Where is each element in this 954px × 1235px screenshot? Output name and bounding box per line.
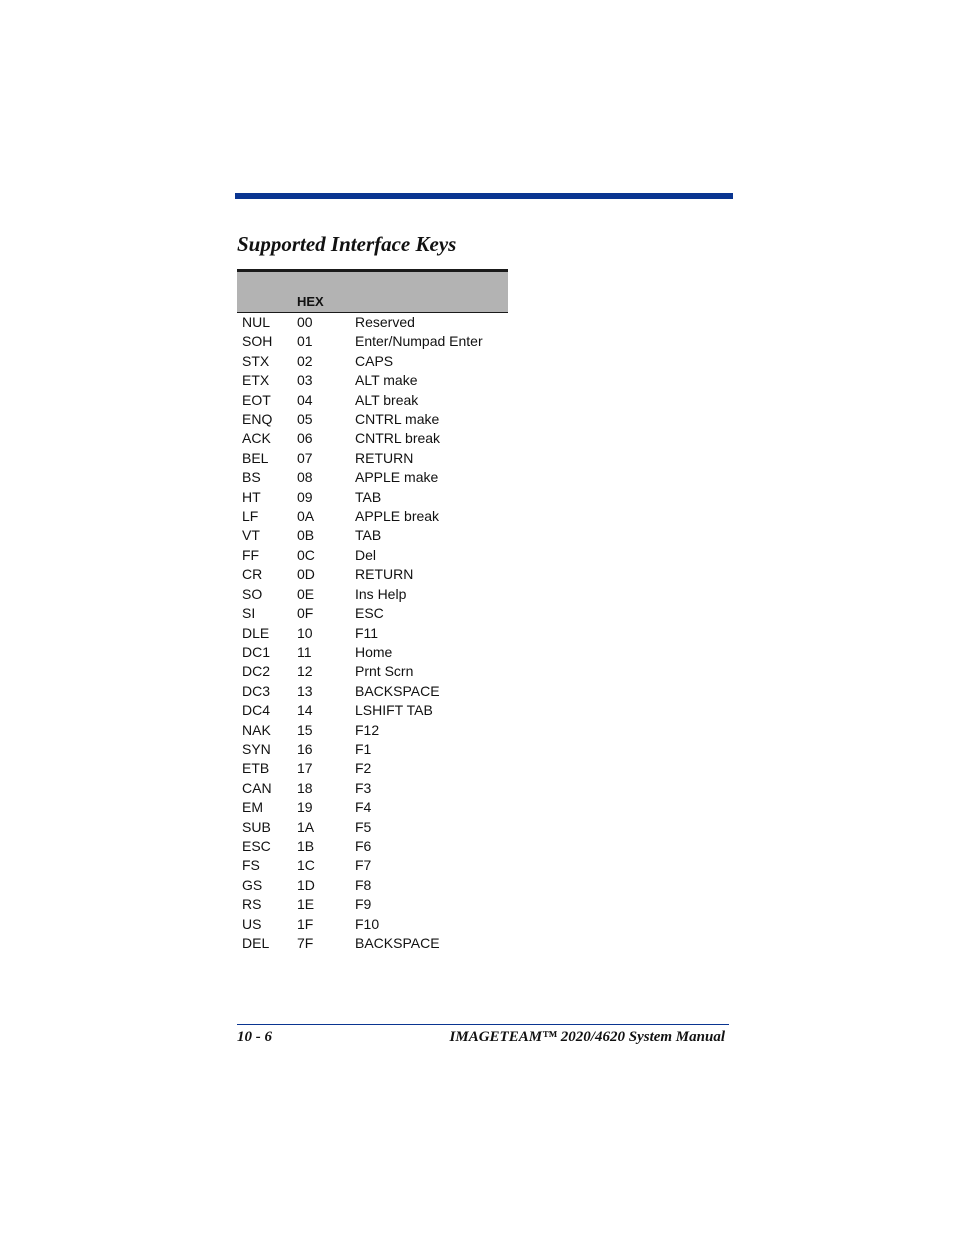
cell-ascii-code: LF [242,508,259,525]
cell-key-function: ESC [355,605,384,622]
cell-key-function: F1 [355,740,372,757]
footer-manual-title: IMAGETEAM™ 2020/4620 System Manual [449,1029,725,1045]
table-row [237,371,508,390]
cell-hex-value: 01 [297,333,313,350]
table-row [237,391,508,410]
table-row [237,876,508,895]
cell-hex-value: 06 [297,430,313,447]
cell-ascii-code: DC4 [242,702,271,719]
table-row [237,429,508,448]
cell-ascii-code: SYN [242,740,271,757]
cell-key-function: APPLE make [355,469,439,486]
table-row [237,449,508,468]
cell-hex-value: 00 [297,314,313,330]
cell-key-function: ALT make [355,372,418,389]
cell-hex-value: 16 [297,740,313,757]
cell-ascii-code: ENQ [242,411,273,428]
table-row [237,468,508,487]
table-row [237,585,508,604]
cell-hex-value: 05 [297,411,313,428]
cell-hex-value: 1F [297,915,314,932]
cell-key-function: Home [355,643,393,660]
footer-rule [237,1024,729,1025]
cell-ascii-code: HT [242,488,261,505]
cell-key-function: F10 [355,915,380,932]
table-row [237,643,508,662]
table-row [237,721,508,740]
cell-key-function: Enter/Numpad Enter [355,333,483,350]
table-row [237,701,508,720]
cell-key-function: F9 [355,896,372,913]
cell-ascii-code: DC2 [242,663,271,680]
section-title: Supported Interface Keys [237,232,457,256]
cell-hex-value: 19 [297,799,313,816]
cell-ascii-code: FF [242,546,260,563]
table-row [237,488,508,507]
cell-hex-value: 1B [297,837,315,854]
cell-ascii-code: SUB [242,818,271,835]
cell-ascii-code: ESC [242,837,271,854]
cell-key-function: Prnt Scrn [355,663,414,680]
table-row [237,352,508,371]
cell-hex-value: 1A [297,818,315,835]
cell-hex-value: 04 [297,391,313,408]
cell-hex-value: 7F [297,935,314,951]
header-rule [235,193,733,199]
column-header-hex: HEX [292,271,350,313]
cell-hex-value: 1C [297,857,315,874]
cell-key-function: Ins Help [355,585,407,602]
cell-hex-value: 0B [297,527,315,544]
table-row [237,313,508,333]
table-header-row [237,271,508,313]
cell-ascii-code: DC3 [242,682,271,699]
cell-key-function: CNTRL make [355,411,440,428]
cell-ascii-code: NUL [242,314,271,330]
cell-ascii-code: DC1 [242,643,271,660]
table-row [237,565,508,584]
cell-hex-value: 1E [297,896,315,913]
cell-key-function: LSHIFT TAB [355,702,433,719]
cell-hex-value: 03 [297,372,313,389]
cell-ascii-code: EM [242,799,263,816]
cell-ascii-code: RS [242,896,262,913]
cell-key-function: F4 [355,799,372,816]
table-row [237,759,508,778]
cell-key-function: F3 [355,779,372,796]
cell-ascii-code: SI [242,605,256,622]
table-row [237,410,508,429]
cell-key-function: F8 [355,876,372,893]
cell-ascii-code: ACK [242,430,271,447]
table-row [237,818,508,837]
table-row [237,740,508,759]
cell-hex-value: 10 [297,624,313,641]
cell-key-function: Del [355,546,377,563]
cell-key-function: BACKSPACE [355,935,440,951]
table-row [237,682,508,701]
column-header-description [350,271,508,313]
cell-hex-value: 02 [297,352,313,369]
table-row [237,604,508,623]
cell-ascii-code: SO [242,585,263,602]
cell-key-function: TAB [355,488,382,505]
cell-ascii-code: FS [242,857,260,874]
cell-ascii-code: ETB [242,760,270,777]
cell-key-function: F12 [355,721,380,738]
table-row [237,934,508,953]
cell-key-function: F5 [355,818,372,835]
cell-key-function: Reserved [355,314,415,330]
cell-key-function: F6 [355,837,372,854]
cell-key-function: CNTRL break [355,430,441,447]
cell-hex-value: 13 [297,682,313,699]
cell-key-function: ALT break [355,391,419,408]
cell-hex-value: 18 [297,779,313,796]
cell-key-function: F2 [355,760,372,777]
cell-hex-value: 0D [297,566,315,583]
cell-ascii-code: ETX [242,372,270,389]
cell-key-function: F7 [355,857,372,874]
table-row [237,624,508,643]
table-row [237,915,508,934]
cell-ascii-code: NAK [242,721,271,738]
cell-ascii-code: CAN [242,779,272,796]
table-row [237,837,508,856]
interface-keys-table [237,269,508,953]
cell-ascii-code: US [242,915,262,932]
cell-ascii-code: DEL [242,935,270,951]
cell-key-function: TAB [355,527,382,544]
table-row [237,332,508,351]
cell-hex-value: 0A [297,508,315,525]
table-row [237,798,508,817]
cell-hex-value: 14 [297,702,313,719]
cell-hex-value: 0C [297,546,315,563]
table-row [237,856,508,875]
table-row [237,526,508,545]
cell-ascii-code: VT [242,527,260,544]
cell-key-function: BACKSPACE [355,682,440,699]
table-row [237,662,508,681]
cell-key-function: RETURN [355,449,414,466]
cell-hex-value: 17 [297,760,313,777]
cell-hex-value: 11 [297,643,312,660]
cell-hex-value: 0E [297,585,315,602]
cell-hex-value: 1D [297,876,315,893]
table-row [237,895,508,914]
cell-key-function: CAPS [355,352,394,369]
cell-hex-value: 15 [297,721,313,738]
cell-hex-value: 12 [297,663,313,680]
table-body [237,313,508,954]
table-row [237,546,508,565]
cell-ascii-code: BEL [242,449,269,466]
cell-hex-value: 09 [297,488,313,505]
table-row [237,779,508,798]
table-row [237,507,508,526]
cell-ascii-code: GS [242,876,263,893]
cell-ascii-code: SOH [242,333,273,350]
cell-ascii-code: EOT [242,391,271,408]
cell-hex-value: 07 [297,449,313,466]
cell-ascii-code: STX [242,352,270,369]
cell-key-function: APPLE break [355,508,440,525]
cell-ascii-code: BS [242,469,261,486]
cell-hex-value: 08 [297,469,313,486]
cell-key-function: F11 [355,624,379,641]
cell-ascii-code: CR [242,566,263,583]
cell-ascii-code: DLE [242,624,270,641]
cell-hex-value: 0F [297,605,314,622]
column-header-code [237,271,292,313]
cell-key-function: RETURN [355,566,414,583]
footer-page-number: 10 - 6 [237,1029,272,1045]
